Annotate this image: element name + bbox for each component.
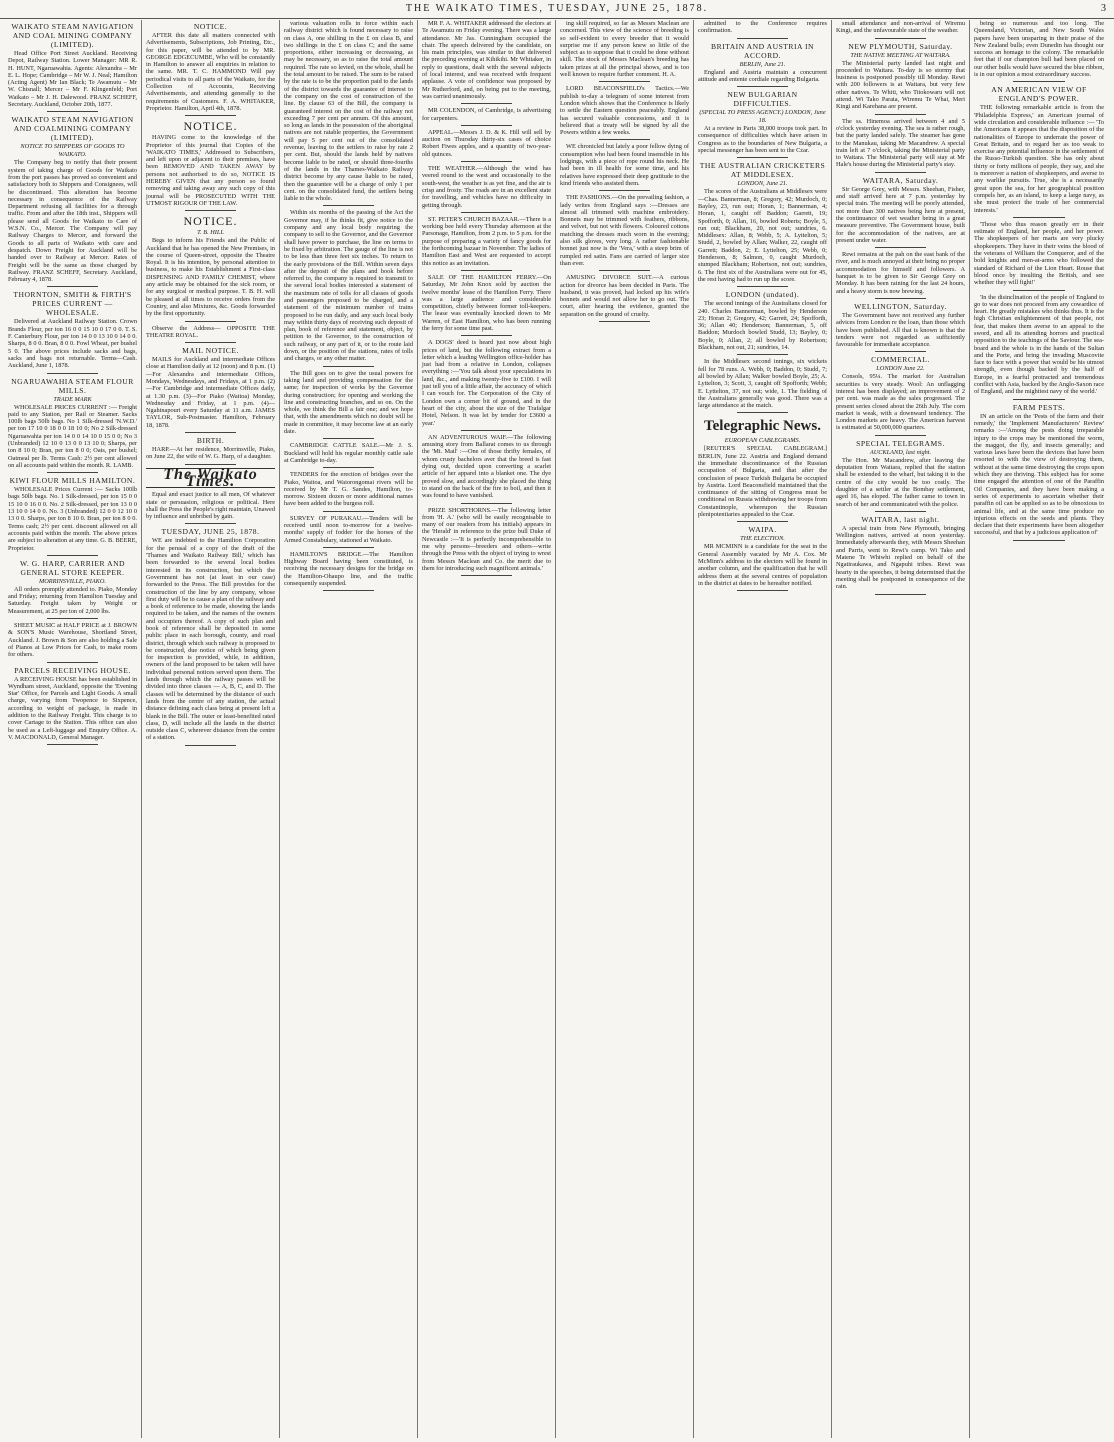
article-divider bbox=[461, 125, 513, 126]
columns-container bbox=[4, 20, 1110, 1440]
article-subheading: TRADE MARK bbox=[53, 395, 92, 403]
article bbox=[8, 476, 137, 556]
article-body: Delivered at Auckland Railway Station. Crown Brands Flour, per ton 16 0 0 15 10 0 17 0 0. T. S. F. Canterbury Flour, per ton 14 0 0 13 10 0 14 0 0. Sharps, 8 0 0. Bran, 8 0 0. Fowl Wheat, per bushel 5 0. The above prices include sacks and bags, sacks and bags not returnable. Terms—Cash. Auckland, June 1, 1878. bbox=[8, 318, 137, 370]
article-divider bbox=[1013, 81, 1065, 82]
article-body: SHEET MUSIC at HALF PRICE at J. BROWN & SON'S Music Warehouse, Shortland Street, Auckland. J. Brown & Son are also holding a Sale of Pianos at Low Prices for Cash, to make room for others. bbox=[8, 622, 137, 659]
article-body: WE chronicled but lately a poor fellow dying of consumption who had been found insensible in his lodgings, with a piece of rope round his neck. He had been in ill health for some time, and his relatives have expressed their deep gratitude to the kind friends who assisted them. bbox=[560, 143, 689, 187]
article-body: THE WEATHER.—Although the wind has veered round to the west and occasionally to the south-west, the weather is as yet fine, and the air is crisp and frosty. The roads are in an excellent state for travelling, and vehicles have no difficulty in getting through. bbox=[422, 165, 551, 209]
article bbox=[284, 551, 413, 591]
article-heading: WELLINGTON, Saturday. bbox=[854, 301, 947, 311]
article bbox=[422, 129, 551, 162]
article-divider bbox=[323, 366, 375, 367]
article-body: Sir George Grey, with Messrs. Sheehan, Fisher, and staff arrived here at 7 p.m. yesterday by special train. The meeting will be poorly attended, not more than 300 natives being here at present, the continuance of wet weather being in a great measure preventive. The Government house, built for the accommodation of the natives, are at present under water. bbox=[836, 185, 965, 244]
article-divider bbox=[461, 212, 513, 213]
masthead-title: THE WAIKATO TIMES, TUESDAY, JUNE 25, 1878. bbox=[405, 3, 709, 14]
article bbox=[284, 442, 413, 468]
article bbox=[146, 325, 275, 344]
article-divider bbox=[323, 205, 375, 206]
article-heading: NOTICE. bbox=[183, 214, 238, 229]
article bbox=[284, 471, 413, 511]
section-heading: Telegraphic News. bbox=[704, 418, 821, 435]
article-divider bbox=[47, 111, 99, 112]
article-body: HAVING come to the knowledge of the Proprietor of this journal that Copies of the 'WAIKATO TIMES,' Addressed to Subscribers, and left upon or adjacent to their premises, have been REMOVED AND TAKEN AWAY by persons not authorised to do so, NOTICE IS HEREBY GIVEN that any person so found removing and taking away any such copy of this journal will be PROSECUTED WITH THE UTMOST RIGOUR OF THE LAW. bbox=[146, 134, 275, 207]
article-subheading: THE NATIVE MEETING AT WAITARA. bbox=[850, 51, 951, 59]
article-body: The Ministerial party landed last night and proceeded to Waitara. To-day is so stormy that business is postponed possibly till Monday. Rewi with 200 followers is at Waitara, but very few other natives. Te Whiti, who Titokowaru will not attend. Wi Tako Parata, Wiremu Te Whai, Meri Kingi and Karehana are present. bbox=[836, 59, 965, 111]
article bbox=[836, 355, 965, 435]
article-divider bbox=[47, 618, 99, 619]
article-body: Rewi remains at the pah on the east bank of the river, and is much annoyed at their being no proper accommodation for himself and followers. A banquet is to be given to Sir George Grey on Monday. It has been raining for the last 24 hours, and a heavy storm is now brewing. bbox=[836, 251, 965, 295]
article-body: Head Office Port Street Auckland. Receiving Depot, Railway Station. Lower Manager: MR R. H. HUNT, Ngaruawahia. Agents: Alexandra – Mr E. L. Hope; Cambridge – Mr W. J. Neal; Hamilton (Acting Agent) Mr Ian Black; Te Awamutu – Mr W. Chisnall; Mercer – Mr F. Klingenfeld; Port Waikato – Mr J. H. Dalewood. FRANZ SCHEFF, Secretary. Auckland, October 20th, 1877. bbox=[8, 50, 137, 109]
article-divider bbox=[461, 575, 513, 576]
column-6 bbox=[694, 20, 832, 1438]
article-heading: SPECIAL TELEGRAMS. bbox=[856, 438, 945, 448]
article-body: CAMBRIDGE CATTLE SALE.—Mr J. S. Buckland will hold his regular monthly cattle sale at Cambridge to-day. bbox=[284, 442, 413, 464]
article bbox=[698, 290, 827, 355]
article-body: APPEAL.—Messrs J. D. & K. Hill will sell by auction on Thursday thirty-six cases of choice Robert Fiwes apples, and a quantity of two-year-old quinces. bbox=[422, 128, 551, 158]
paper-nameplate: The Waikato Times. bbox=[146, 468, 275, 489]
article bbox=[146, 527, 275, 745]
article-body: 'In the disinclination of the people of England to go to war does not proceed from any cowardice of heart. He greatly mistakes who thinks thus. It is the high Christian enlightenment of that people, not fear, that makes them averse to an appeal to the sword, and all its attending horrors and practical opposition to the teachings of the Saviour. The sea-board and the whole is in the hands of the Sultan and the Porte, and bring the invading Muscovite face to face with a power that would be his utmost strength, even though backed by the half of Europe, in a fearful protracted and tremendous conflict with Asia, backed by the Anglo-Saxon race of England, and the mightiest navy of the world.' bbox=[974, 293, 1104, 396]
article-heading: BIRTH. bbox=[196, 436, 225, 446]
article-body: PRIZE SHORTHORNS.—The following letter from 'H. A.' (who will be easily recognisable to many of our readers from his initials) appears in the 'Herald' in reference to the prize bull Duke of Newcastle :—'It is perfectly incomprehensible to me why persons—breeders and others—write through the Press with the object of trying to wrest from Messrs Maclean and Co. the merit due to them for introducing such magnificent animals.' bbox=[422, 506, 551, 572]
article bbox=[974, 221, 1104, 291]
article-divider bbox=[599, 190, 651, 191]
article-heading: WAITARA, Saturday. bbox=[862, 175, 939, 185]
article-body: AMUSING DIVORCE SUIT.—A curious action for divorce has been decided in Paris. The husband, it was proved, had locked up his wife's bonnets and would not allow her to go out. The court, after hearing the evidence, granted the separation on the ground of cruelty. bbox=[560, 274, 689, 318]
article-divider bbox=[875, 38, 927, 39]
article-heading: NEW PLYMOUTH, Saturday. bbox=[848, 41, 953, 51]
column-2 bbox=[142, 20, 280, 1438]
article bbox=[8, 622, 137, 662]
article-divider bbox=[47, 373, 99, 374]
article-divider bbox=[461, 335, 513, 336]
article-divider bbox=[323, 511, 375, 512]
article bbox=[8, 666, 137, 746]
article-divider bbox=[47, 472, 99, 473]
article-body: WHOLESALE PRICES CURRENT :— Freight paid to any Station, per Rail or Steamer. Sacks 100lb bags 50lb bags. No 1 Silk-dressed 'N.W.D.' per ton 17 10 0 18 0 0 18 10 0; No 2 Silk-dressed Ngaruawahia per ton 14 0 0 14 10 0 15 0 0; No 3 (Unbranded) 12 10 0 13 0 0 13 10 0; Sharps, per ton 8 10 0; Bran, per ton 8 0 0; Oats, per bushel; Oatmeal per lb. Terms Cash: 2½ per cent allowed on all accounts paid within the month. R. LAMB. bbox=[8, 403, 137, 469]
article bbox=[974, 403, 1104, 541]
article-subheading: LONDON June 22. bbox=[876, 365, 925, 373]
article-body: MR F. A. WHITAKER addressed the electors at Te Awamutu on Friday evening. There was a large attendance. Mr Jas. Cunningham occupied the chair. The speech delivered by the candidate, on his main principles, was similar to that delivered the preceding evening at Kihikihi. Mr Whitaker, in reply to questions, dealt with the several subjects of local interest, and was received with frequent applause. A vote of confidence was proposed by Mr Rutherford, and, on being put to the meeting, was carried unanimously. bbox=[422, 20, 551, 100]
article bbox=[698, 358, 827, 413]
article-divider bbox=[461, 161, 513, 162]
article-body: 'Those who thus reason greatly err in their estimate of England, her people, and her power. The shopkeepers of her marts are very plucky shopkeepers. They have in their veins the blood of the veterans of William the Conqueror, and of the bold knights and men-at-arms who followed the standard of Richard of the Lion Heart. Rouse that blood once by insulting the British, and see whether they will fight!' bbox=[974, 220, 1104, 287]
article-heading: MAIL NOTICE. bbox=[182, 346, 239, 356]
article-body: LORD BEACONSFIELD's Tactics.—We publish to-day a telegram of some interest from London which shows that the Conference is likely to settle the Eastern question peaceably. England has secured valuable concessions, and it is believed that a treaty will be signed by all the Powers within a few weeks. bbox=[560, 85, 689, 137]
article-body: being so numerous and too long. The Queensland, Victorian, and New South Wales papers have been unsparing in their praise of the New Zealand bulls; even Dunedin has thought our success an homage to the colony. The remarkable feet that if our champion bull had been placed on our other bulls would have secured the blue ribbon, is in our opinion a most extraordinary success. bbox=[974, 20, 1104, 79]
article bbox=[146, 465, 275, 525]
article-divider bbox=[323, 547, 375, 548]
article-heading: THORNTON, SMITH & FIRTH'S PRICES CURRENT — WHOLESALE. bbox=[13, 290, 132, 318]
article-divider bbox=[875, 298, 927, 299]
article bbox=[146, 346, 275, 433]
article-heading: W. G. HARP, CARRIER AND GENERAL STORE KEEPER. bbox=[19, 558, 126, 577]
article bbox=[8, 290, 137, 373]
article bbox=[422, 165, 551, 213]
article-body: A special train from New Plymouth, bringing Wellington natives, arrived at noon yesterday. Immediately afterwards they, with Messrs Sheehan and Parris, went to Rewi's camp. Wi Tako and Matene Te Whiwhi replied on behalf of the Ngatiraukawa, and Ngapuhi tribes. Rewi was hearty in the speeches, it being determined that the meeting shall be postponed in consequence of the rain. bbox=[836, 524, 965, 591]
article bbox=[146, 22, 275, 116]
article-body: The Hon. Mr Macandrew, after leaving the deputation from Waitara, replied that the station shall be extended to the wharf, but taking it to the centre of the city would be too costly. The daughter of a settler at the Bombay settlement, aged 16, has eloped. The father came to town in search of her and communicated with the police. bbox=[836, 456, 965, 508]
article-divider bbox=[185, 464, 237, 465]
article bbox=[836, 515, 965, 595]
article-body: THE FASHIONS.—On the prevailing fashion, a lady writes from England says :—Dresses are almost all trimmed with machine embroidery. Bonnets may be trimmed with feathers, ribbons, and velvet, but not with flowers. Coloured cottons matching the dresses much worn in the evening; also silk gloves, very long. A rather fashionable bonnet just now is the 'Vera,' with a steep brim of rumpled red satin. Fans are carried of larger size than ever. bbox=[560, 194, 689, 267]
article-divider bbox=[461, 430, 513, 431]
article-body: SALE OF THE HAMILTON FERRY.—On Saturday, Mr John Knox sold by auction the twelve months' lease of the Hamilton Ferry. There was a large audience and considerable competition, chiefly between former toll-keepers. The lease was eventually knocked down to Mr Warren, of East Hamilton, who has been running the ferry for some time past. bbox=[422, 273, 551, 332]
article-divider bbox=[737, 38, 789, 39]
article-body: [REUTER'S SPECIAL CABLEGRAM.] BERLIN, June 22. Austria and England demand the immediate discontinuance of the Russian occupation of Bulgaria, and that after the conclusion of peace Turkish Bulgaria be occupied by Austria. Lord Beaconsfield maintained that the continuance of the sitting of Congress must be conditional on Russia withdrawing her troops from Constantinople, whereupon the Russian plenipotentiaries appealed to the Czar. bbox=[698, 445, 827, 519]
article-heading: TUESDAY, JUNE 25, 1878. bbox=[161, 527, 260, 537]
article-divider bbox=[1013, 540, 1065, 541]
article-divider bbox=[185, 523, 237, 524]
article-divider bbox=[737, 354, 789, 355]
article-body: Begs to inform his Friends and the Public of Auckland that he has opened the New Premises, in the course of Queen-street, opposite the Theatre Royal. It is his intention, by personal attention to business, to make his Establishment a First-class DISPENSING AND FAMILY CHEMIST, where any article may be obtained for the sick room, or for any surgical or medical purpose. T. B. H. will be pleased at all times to receive orders from the Country, and also Mixtures, &c. Goods forwarded by the first opportunity. bbox=[146, 237, 275, 318]
article-subheading: NOTICE TO SHIPPERS OF GOODS TO WAIKATO. bbox=[20, 143, 125, 159]
article-body: small attendance and non-arrival of Wiremu Kingi, and the unfavourable state of the weather. bbox=[836, 20, 965, 35]
article-body: MR MCMINN is a candidate for the seat in the General Assembly vacated by Mr A. Cox. Mr McMinn's address to the electors will be found in another column, and the qualification that he will address them at the several centres of population in the district at dates to be hereafter notified. bbox=[698, 543, 827, 587]
article-body: A DOGS' deed is heard just now about high prices of land, but the following extract from a letter which a leading Wellington office-holder has just had from a relative in London, collapses everything :—'You talk about your speculations in land, &c., and making twenty-five to £100. I will just tell you of a little affair, the accuracy of which I can vouch for. The Corporation of the City of London own a corner bit of ground, and in the heart of the city, about the size of the Trafalgar Hotel, Nelson. It was let by tender for £3600 a year.' bbox=[422, 339, 551, 427]
article-divider bbox=[1013, 399, 1065, 400]
article-subheading: T. B. HILL bbox=[197, 229, 224, 237]
article bbox=[836, 42, 965, 115]
article bbox=[146, 214, 275, 321]
article-divider bbox=[599, 321, 651, 322]
article-body: ing skill required, so far as Messrs Maclean are concerned. This view of the science of breeding is so self-evident to every breeder that it would surprise me if any person knew so little of the subject as to suppose that it could be done without skill. The stock of Messrs Maclean's breeding has taken prizes at all the principal shows, and is too well known to require further comment. H. A. bbox=[560, 20, 689, 79]
article-body: At a review in Paris 38,000 troops took part. In consequence of difficulties which have arisen in Congress as to the boundaries of New Bulgaria, a special messenger has been sent to the Czar. bbox=[698, 125, 827, 155]
article-divider bbox=[737, 286, 789, 287]
article-divider bbox=[185, 115, 237, 116]
article bbox=[698, 42, 827, 88]
page-masthead bbox=[0, 0, 1114, 19]
article-subheading: AUCKLAND, last night. bbox=[869, 448, 932, 456]
article-heading: WAIKATO STEAM NAVIGATION AND COALMINING COMPANY (LIMITED). bbox=[11, 115, 134, 143]
article-body: HARP.—At her residence, Morrinsville, Piako, on June 22, the wife of W. G. Harp, of a daughter. bbox=[146, 446, 275, 461]
article bbox=[284, 515, 413, 548]
article bbox=[560, 20, 689, 82]
article-divider bbox=[461, 103, 513, 104]
article bbox=[836, 20, 965, 39]
article bbox=[422, 20, 551, 104]
article-divider bbox=[185, 432, 237, 433]
column-5 bbox=[556, 20, 694, 1438]
column-3 bbox=[280, 20, 418, 1438]
article-heading: NGARUAWAHIA STEAM FLOUR MILLS. bbox=[11, 376, 134, 395]
column-7 bbox=[832, 20, 970, 1438]
article-body: A RECEIVING HOUSE has been established in Wyndham street, Auckland, opposite the 'Evening Star' Office, for Parcels and Light Goods. A small charge, varying from Twopence to Sixpence, according to weight of package, is made in addition to the Railway Freight. This charge is to cover Cartage to the Station. This office can also be used as a Left-luggage and Enquiry Office. A. V. MACDONALD, General Manager. bbox=[8, 675, 137, 741]
article-divider bbox=[875, 594, 927, 595]
article bbox=[836, 439, 965, 512]
article-divider bbox=[875, 172, 927, 173]
article bbox=[560, 85, 689, 140]
article-body: HAMILTON'S BRIDGE.—The Hamilton Highway Board having been constituted, is receiving the necessary designs for the bridge on the Hamilton-Ohaupo line, and the traffic consequently suspended. bbox=[284, 550, 413, 588]
article bbox=[698, 417, 827, 522]
column-4 bbox=[418, 20, 556, 1438]
article-body: Consols, 95¼. The market for Australian securities is very steady. Wool: An unflagging interest has been displayed; an improvement of 2 per cent. was made as the sales progressed. The present series closed about the 26th July. The corn market is weak, with a downward tendency. The London markets are heavy. The American harvest is estimated at 50,000,000 quarters. bbox=[836, 373, 965, 432]
article-body: Observe the Address— OPPOSITE THE THEATRE ROYAL. bbox=[146, 324, 275, 339]
article-divider bbox=[875, 114, 927, 115]
article-divider bbox=[875, 435, 927, 436]
article-heading: WAIPA. bbox=[748, 525, 777, 535]
article-divider bbox=[599, 81, 651, 82]
article-divider bbox=[1013, 217, 1065, 218]
article bbox=[284, 209, 413, 366]
article-heading: LONDON (undated). bbox=[725, 290, 800, 300]
article-body: The Company beg to notify that their present system of taking charge of Goods for Waikato from the port passes has proved so convenient and satisfactory both to Shippers and Consignees, will be discontinued. This alteration has become necessary in consequence of the Railway Department refusing all facilities for a through traffic. From and after the 18th inst., Shippers will please send all Goods for Waikato to Care of W.S.N. Co., Mercer. The Company will pay Railway Charges to Mercer, and forward the Goods to all parts of Waikato with care and despatch. Down Freight for Auckland will be handed over to Railway at Mercer. Rates of Freight will be the same as those charged by Railway. FRANZ SCHEFF, Secretary. Auckland, February 4, 1878. bbox=[8, 159, 137, 284]
page-number: 3 bbox=[1101, 3, 1106, 14]
article-body: IN an article on the 'Pests of the farm and their remedy,' the 'Implement Manufacturers' Review' remarks :—'Among the pests doing irreparable injury to the crops may be mentioned the worm, the maggot, the fly, and insects generally; and various laws have been the devices that have been resorted to with the view of destroying them, without at the same time destroying the crops upon which they are thriving. This subject has for some time engaged the attention of one of the Paraffin Oil Companies, and they have been making a series of experiments to ascertain whether their paraffin oil can be applied so as to be obnoxious to animal life, and at the same time produce no injurious effects on the seeds and plants. They declare that their experiments have been altogether successful, and that by a judicious application of' bbox=[974, 412, 1104, 537]
article bbox=[422, 339, 551, 431]
article-heading: PARCELS RECEIVING HOUSE. bbox=[14, 665, 131, 675]
article bbox=[8, 559, 137, 619]
article-divider bbox=[737, 157, 789, 158]
article-heading: AN AMERICAN VIEW OF ENGLAND'S POWER. bbox=[991, 85, 1087, 104]
article bbox=[698, 161, 827, 287]
article bbox=[974, 85, 1104, 217]
article bbox=[836, 176, 965, 248]
article bbox=[974, 294, 1104, 400]
article bbox=[974, 20, 1104, 82]
article bbox=[560, 194, 689, 271]
article bbox=[422, 434, 551, 504]
article-divider bbox=[737, 86, 789, 87]
article bbox=[836, 251, 965, 299]
article bbox=[284, 370, 413, 440]
article-body: SURVEY OF PURAKAU.—Tenders will be received until noon to-morrow for a twelve-months' supply of fodder for the horses of the Armed Constabulary, stationed at Waikato. bbox=[284, 514, 413, 544]
article-body: admitted to the Conference requires confirmation. bbox=[698, 20, 827, 35]
article bbox=[8, 115, 137, 287]
article-body: The scores of the Australians at Middlesex were—Chas. Bannerman, 8; Gregory, 42; Murdoch, 0; Bayley, 23, run out; Horan, 1; Bannerman, 4; Horan, 1, caught off Baddon; Garrett, 19; Spofforth, 0; Allan, 16, bowled Roberts; Boyle, 5, run out; Blackham, 20, not out; sundries, 6. Middlesex: Allan, 8; Webb, 5; A. Lyttelton, 5; Studd, 2, bowled by Allan; Walker, 22, caught off Garrett; Baddon, 2; E. Lyttelton, 25; Webb, 0; Henderson, 8; Salmon, 0, caught Murdoch, stumped Blackham; Robertson, not out; sundries, 6. The first six of the Australians were out for 45, the rest having had to run up the score. bbox=[698, 188, 827, 283]
article bbox=[422, 274, 551, 336]
article-body: The ss. Hinemoa arrived between 4 and 5 o'clock yesterday evening. The sea is rather rough, but the party landed safely. The steamer has gone to the Manukau, taking Mr Macandrew. A special train left at 7 o'clock, taking the Ministerial party to Waitara. The Ministerial party will stay at Mr Hale's house during the Ministerial party's stay. bbox=[836, 117, 965, 169]
article-divider bbox=[599, 139, 651, 140]
article bbox=[698, 90, 827, 158]
article-divider bbox=[1013, 290, 1065, 291]
article bbox=[836, 302, 965, 352]
article-subheading: THE ELECTION. bbox=[740, 535, 785, 543]
article bbox=[8, 377, 137, 474]
article bbox=[146, 119, 275, 211]
article-divider bbox=[185, 745, 237, 746]
article-divider bbox=[185, 210, 237, 211]
article-body: various valuation rolls in force within each railway district which is found necessary to raise on class A, one shilling in the £ on class B, and two shillings in the £ on class C; and the same proportions, either increasing or decreasing, as may be necessary, so as to raise the total amount required. The rate so levied, on the whole, shall be the total amount to be raised. The sum to be raised by the rate is to be the proportion paid to the lands of the district towards the guarantee of interest to the company on the cost of construction of the line. By clause 63 of the Bill, the company is guaranteed interest on the cost of the railway not exceeding 7 per cent per annum. Of this amount, so long as lands in the possession of the aboriginal natives are not ratable properties, the Government will pay 5 per cent out of the consolidated revenue, leaving to the settlers to raise by rate 2 per cent. But, should the lands held by natives become liable to be rated, or should three-fourths of the lands in the Thames-Waikato Railway district become by any cause liable to be rated, then the guarantee will be a charge of only 1 per cent. on the consolidated fund, the settlers being liable to the whole. bbox=[284, 20, 413, 203]
article bbox=[698, 525, 827, 591]
article bbox=[422, 216, 551, 271]
article-heading: COMMERCIAL. bbox=[871, 355, 930, 365]
article-subheading: MORRINSVILLE, PIAKO. bbox=[39, 577, 106, 585]
article-body: All orders promptly attended to. Piako, Monday and Friday; returning from Hamilton Tuesday and Saturday. Freight taken by Weight or Measurement, at 25 per ton of 2,000 lbs. bbox=[8, 585, 137, 615]
article-body: The Government have not received any further advices from London re the loan, than those which have been published. All that is known is that the tenders were not regarded as sufficiently favourable for immediate acceptance. bbox=[836, 311, 965, 349]
article-body: AN ADVENTUROUS WAIF.—The following amusing story from Ballarat comes to us through the 'Mt. Mail' :—One of those thrifty females, of whom crusty bachelors aver that the breed is fast dying out, decided upon converting a scarlet article of her apparel into a blanket one. The dye proved slow, and accordingly she placed the thing to stand on the back of the fire to boil, and then it was found to have vanished. bbox=[422, 433, 551, 500]
article bbox=[698, 20, 827, 39]
article-divider bbox=[323, 438, 375, 439]
article-subheading: (SPECIAL TO PRESS AGENCY.) LONDON, June 18. bbox=[699, 109, 826, 125]
article-body: WE are indebted to the Hamilton Corporation for the perusal of a copy of the draft of the 'Thames and Waikato Railway Bill,' which has been forwarded to the several local bodies interested in its construction, but which the Government has not (at least in our case) forwarded to the Press. The Bill provides for the construction of the line by any company, whose first duty will be to cause a plan of the railway and a book of reference to be made, showing the lands required to be taken, and the names of the owners and occupiers thereof. A copy of such plan and book of reference shall be deposited in some public place in each borough, county, and road district, through which such railway is proposed to be constructed, due notice of which being given for inspection is provided, while, in addition, owners of the land proposed to be taken will have individual personal notices served upon them. The lands through which the railway passes will be divided into three classes — A, B, C, and D. The classes will be determined by the distance of such lands from the centre of any station, the actual distance defining each class being at present left a blank in the Bill. The outer or least-benefited rated class, D, will include all the lands in the district outside class C, wherever distance from the centre of a station. bbox=[146, 537, 275, 742]
article-heading: KIWI FLOUR MILLS HAMILTON. bbox=[9, 476, 136, 486]
article-body: WHOLESALE Prices Current :— Sacks 100lb bags 50lb bags. No. 1 Silk-dressed, per ton 15 0 0 15 10 0 16 0 0. No. 2 Silk-dressed, per ton 13 0 0 13 10 0 14 0 0. No. 3 (Unbranded) 12 0 0 12 10 0 13 0 0. Sharps, per ton 8 10 0. Bran, per ton 8 0 0. Terms cash; 2½ per cent. discount allowed on all accounts paid within the month. The above prices are subject to alteration at any time. G. B. BEERE, Proprietor. bbox=[8, 486, 137, 552]
article-divider bbox=[47, 662, 99, 663]
article-body: MR COLENDON, of Cambridge, is advertising for carpenters. bbox=[422, 107, 551, 122]
article-heading: WAIKATO STEAM NAVIGATION AND COAL MINING COMPANY (LIMITED). bbox=[11, 22, 134, 49]
article bbox=[146, 436, 275, 465]
article-body: The Bill goes on to give the usual powers for taking land and providing compensation for the same; for inspection of works by the Governor during construction; for opening and working the line and constructing branches, and so on. On the whole, we think the Bill a fair one; and we hope that, with the amendments which no doubt will be made in committee, it may become law at an early date. bbox=[284, 369, 413, 436]
article-heading: NOTICE. bbox=[193, 22, 228, 31]
article-divider bbox=[185, 342, 237, 343]
article-body: TENDERS for the erection of bridges over the Piako, Waitoa, and Waiorongomai rivers will be received by Mr T. G. Sandes, Hamilton, to-morrow. Sixteen dozen or more additional names have been added to the burgess roll. bbox=[284, 471, 413, 508]
article-body: The second innings of the Australians closed for 240. Charles Bannerman, bowled by Henderson 23; Horan 2; Gregory, 42; Garrett, 24; Spofforth, 36; Allan 40; Henderson; Bannerman, 5, off Baddon; Murdoch bowled Studd, 13; Bayley, 0; Boyle, 0; Allan, 2; all bowled by Robertson; Blackham, not out, 21; sundries, 14. bbox=[698, 300, 827, 352]
article-divider bbox=[47, 555, 99, 556]
article-divider bbox=[461, 270, 513, 271]
article-body: Equal and exact justice to all men, Of whatever state or persuasion, religious or political. Here shall the Press the People's right maintain, Unawed by influence and unbribed by gain. bbox=[146, 491, 275, 521]
article bbox=[422, 507, 551, 577]
article-heading: THE AUSTRALIAN CRICKETERS AT MIDDLESEX. bbox=[699, 161, 826, 180]
article-divider bbox=[47, 744, 99, 745]
article-subheading: LONDON, June 21. bbox=[737, 180, 788, 188]
article-body: England and Austria maintain a concurrent attitude and entente cordiale regarding Bulgaria. bbox=[698, 68, 827, 83]
article-heading: FARM PESTS. bbox=[1012, 402, 1066, 412]
article-heading: NOTICE. bbox=[183, 119, 238, 134]
article bbox=[836, 118, 965, 173]
article-divider bbox=[323, 590, 375, 591]
article-divider bbox=[737, 412, 789, 413]
article-body: In the Middlesex second innings, six wickets fell for 78 runs. A. Webb, 0; Baddon, 0; Studd, 7; all bowled by Allan; Walker bowled Boyle, 25; A. Lyttelton, 3; Scott, 3, caught off Spofforth; Webb; E. Lyttelton, 37, not out; wide, 1. The fielding of the Australians generally was good. There was a large attendance at the match. bbox=[698, 358, 827, 410]
article-body: ST. PETER'S CHURCH BAZAAR.—There is a working bee held every Thursday afternoon at the Parsonage, Hamilton, from 2 p.m. to 5 p.m. for the purpose of preparing a variety of fancy goods for the forthcoming bazaar in November. The ladies of Hamilton East and West are requested to accept this notice as an invitation. bbox=[422, 215, 551, 267]
article bbox=[284, 20, 413, 206]
article-divider bbox=[599, 270, 651, 271]
article-divider bbox=[185, 321, 237, 322]
article-subheading: BERLIN, June 21. bbox=[739, 60, 786, 68]
article-heading: BRITAIN AND AUSTRIA IN ACCORD. bbox=[711, 41, 814, 60]
column-1 bbox=[4, 20, 142, 1438]
article-divider bbox=[461, 503, 513, 504]
article-body: THE following remarkable article is from the 'Philadelphia Express,' an American journal of wide circulation and considerable influence :— 'To the Americans it appears that the disposition of the nationalities of Europe to underrate the power of Great Britain, and to regard her as too weak to exercise any potential influence in the settlement of the Russo-Turkish question. She has only about thirty or forty millions of people, they say, and she is moreover a nation of shopkeepers, and averse to any warlike pursuits. True, she is a necessarily great upon the sea, for her geographical position compels her, as an island, to keep a large navy, as she must protect the trade of her commercial interests.' bbox=[974, 104, 1104, 214]
article-body: MAILS for Auckland and intermediate Offices close at Hamilton daily at 12 (noon) and 8 p.m. (1)—For Alexandra and intermediate Offices, Mondays, Wednesdays, and Fridays, at 1 p.m. (2)—For Cambridge and intermediate Offices daily, at 1.30 p.m. (3)—For Piako (Waitoa) Monday, Wednesday and Friday, at 1 p.m. (4)—Ngahinapouri every Saturday at 11 a.m. JAMES TAYLOR, Sub-Postmaster. Hamilton, February 18, 1878. bbox=[146, 356, 275, 429]
article-body: AFTER this date all matters connected with Advertisements, Subscriptions, Job Printing, Etc., for this paper, will be attended to by MR. GEORGE EDGECUMBE, Who will be constantly in Hamilton to answer all enquiries in relation to the same. MR. T. C. HAMMOND Will pay periodical visits to all parts of the Waikato, for the Collection of Accounts, Receiving Advertisements, and attending generally to the requirements of Customers. F. A. WHITAKER, Proprietor. Hamilton, April 4th, 1878. bbox=[146, 32, 275, 112]
article-subheading: EUROPEAN CABLEGRAMS. bbox=[724, 437, 801, 445]
article bbox=[560, 143, 689, 191]
article-divider bbox=[47, 286, 99, 287]
article-divider bbox=[323, 467, 375, 468]
article-divider bbox=[737, 521, 789, 522]
article bbox=[422, 107, 551, 126]
article-divider bbox=[875, 247, 927, 248]
article-divider bbox=[737, 590, 789, 591]
article bbox=[8, 22, 137, 112]
article bbox=[560, 274, 689, 322]
article-body: Within six months of the passing of the Act the Governor may, if he thinks fit, give notice to the company and any local body requiring the company to sell to the Governor, and the Governor shall have power to purchase, the line on terms to be fixed by arbitration. The gauge of the line is not to be less than three feet six inches. To return to the early provisions of the Bill. Within seven days after the deposit of the plans and book before referred to, the company is required to transmit to the several local bodies interested a statement of the maximum rate of tolls for all classes of goods and passengers proposed to be charged, and a statement of the minimum number of trains proposed to be run daily, and any such local body may within thirty days of receiving such deposit of plan, book of reference and statement, object, by petition to the Governor, to the construction of such railway, or any part of it, or to the route laid down, or the position of the stations, rates of tolls and charges, or any other matter. bbox=[284, 209, 413, 363]
article-heading: WAITARA, last night. bbox=[861, 514, 940, 524]
article-divider bbox=[875, 351, 927, 352]
article-heading: NEW BULGARIAN DIFFICULTIES. bbox=[727, 90, 798, 109]
article-divider bbox=[875, 511, 927, 512]
column-8 bbox=[970, 20, 1108, 1438]
